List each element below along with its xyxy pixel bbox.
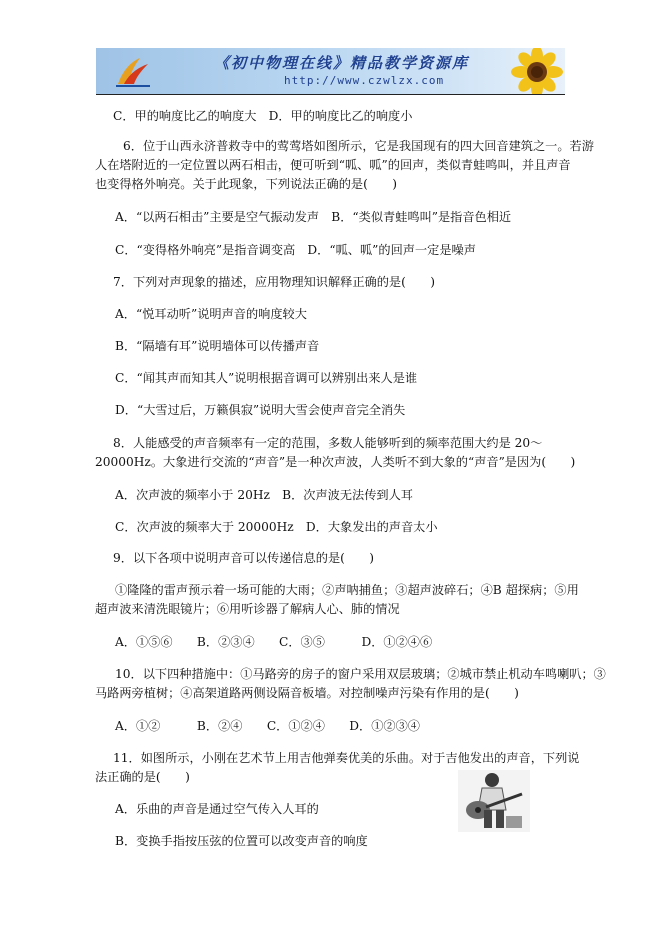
option-line: A．“以两石相击”主要是空气振动发声 B．“类似青蛙鸣叫”是指音色相近 [115,210,512,224]
option-line: C．“变得格外响亮”是指音调变高 D．“呱、呱”的回声一定是噪声 [115,243,476,257]
option-line: A．①② B．②④ C．①②④ D．①②③④ [115,719,420,733]
header-banner [96,48,565,94]
question-line: 9．以下各项中说明声音可以传递信息的是( ) [113,551,375,565]
guitar-player-icon [458,770,530,832]
option-line: A．次声波的频率小于 20Hz B．次声波无法传到人耳 [115,488,413,502]
question-line: ①隆隆的雷声预示着一场可能的大雨；②声呐捕鱼；③超声波碎石；④B 超探病；⑤用 [115,583,579,597]
question-line: 马路两旁植树；④高架道路两侧设隔音板墙。对控制噪声污染有作用的是( ) [95,686,519,700]
option-line: A．“悦耳动听”说明声音的响度较大 [115,307,307,321]
question-line: 10．以下四种措施中：①马路旁的房子的窗户采用双层玻璃；②城市禁止机动车鸣喇叭；③ [115,667,606,681]
banner-url: http://www.czwlzx.com [284,74,445,87]
option-line: A．乐曲的声音是通过空气传入人耳的 [115,802,319,816]
question-line: 法正确的是( ) [95,770,190,784]
site-logo-icon [114,54,154,88]
banner-title: 《初中物理在线》精品教学资源库 [214,54,470,72]
question-line: 8．人能感受的声音频率有一定的范围，多数人能够听到的频率范围大约是 20～ [113,436,543,450]
option-line: D．“大雪过后，万籁俱寂”说明大雪会使声音完全消失 [115,403,406,417]
option-line: C．“闻其声而知其人”说明根据音调可以辨别出来人是谁 [115,371,418,385]
option-line: B．“隔墙有耳”说明墙体可以传播声音 [115,339,320,353]
question-line: 超声波来清洗眼镜片；⑥用听诊器了解病人心、肺的情况 [95,602,400,616]
question-line: 11．如图所示，小刚在艺术节上用吉他弹奏优美的乐曲。对于吉他发出的声音，下列说 [113,751,580,765]
option-line: B．变换手指按压弦的位置可以改变声音的响度 [115,834,368,848]
question-line: 6．位于山西永济普救寺中的莺莺塔如图所示，它是我国现有的四大回音建筑之一。若游 [123,139,594,153]
question-line: 7．下列对声现象的描述，应用物理知识解释正确的是( ) [113,275,435,289]
option-line: C．甲的响度比乙的响度大 D．甲的响度比乙的响度小 [113,109,413,123]
question-line: 人在塔附近的一定位置以两石相击，便可听到“呱、呱”的回声，类似青蛙鸣叫，并且声音 [95,158,571,172]
question-line: 20000Hz。大象进行交流的“声音”是一种次声波，人类听不到大象的“声音”是因为( ) [95,455,576,469]
header-divider [96,94,565,95]
sunflower-icon [495,48,565,94]
question-line: 也变得格外响亮。关于此现象，下列说法正确的是( ) [95,177,398,191]
option-line: A．①⑤⑥ B．②③④ C．③⑤ D．①②④⑥ [115,635,433,649]
option-line: C．次声波的频率大于 20000Hz D．大象发出的声音太小 [115,520,438,534]
